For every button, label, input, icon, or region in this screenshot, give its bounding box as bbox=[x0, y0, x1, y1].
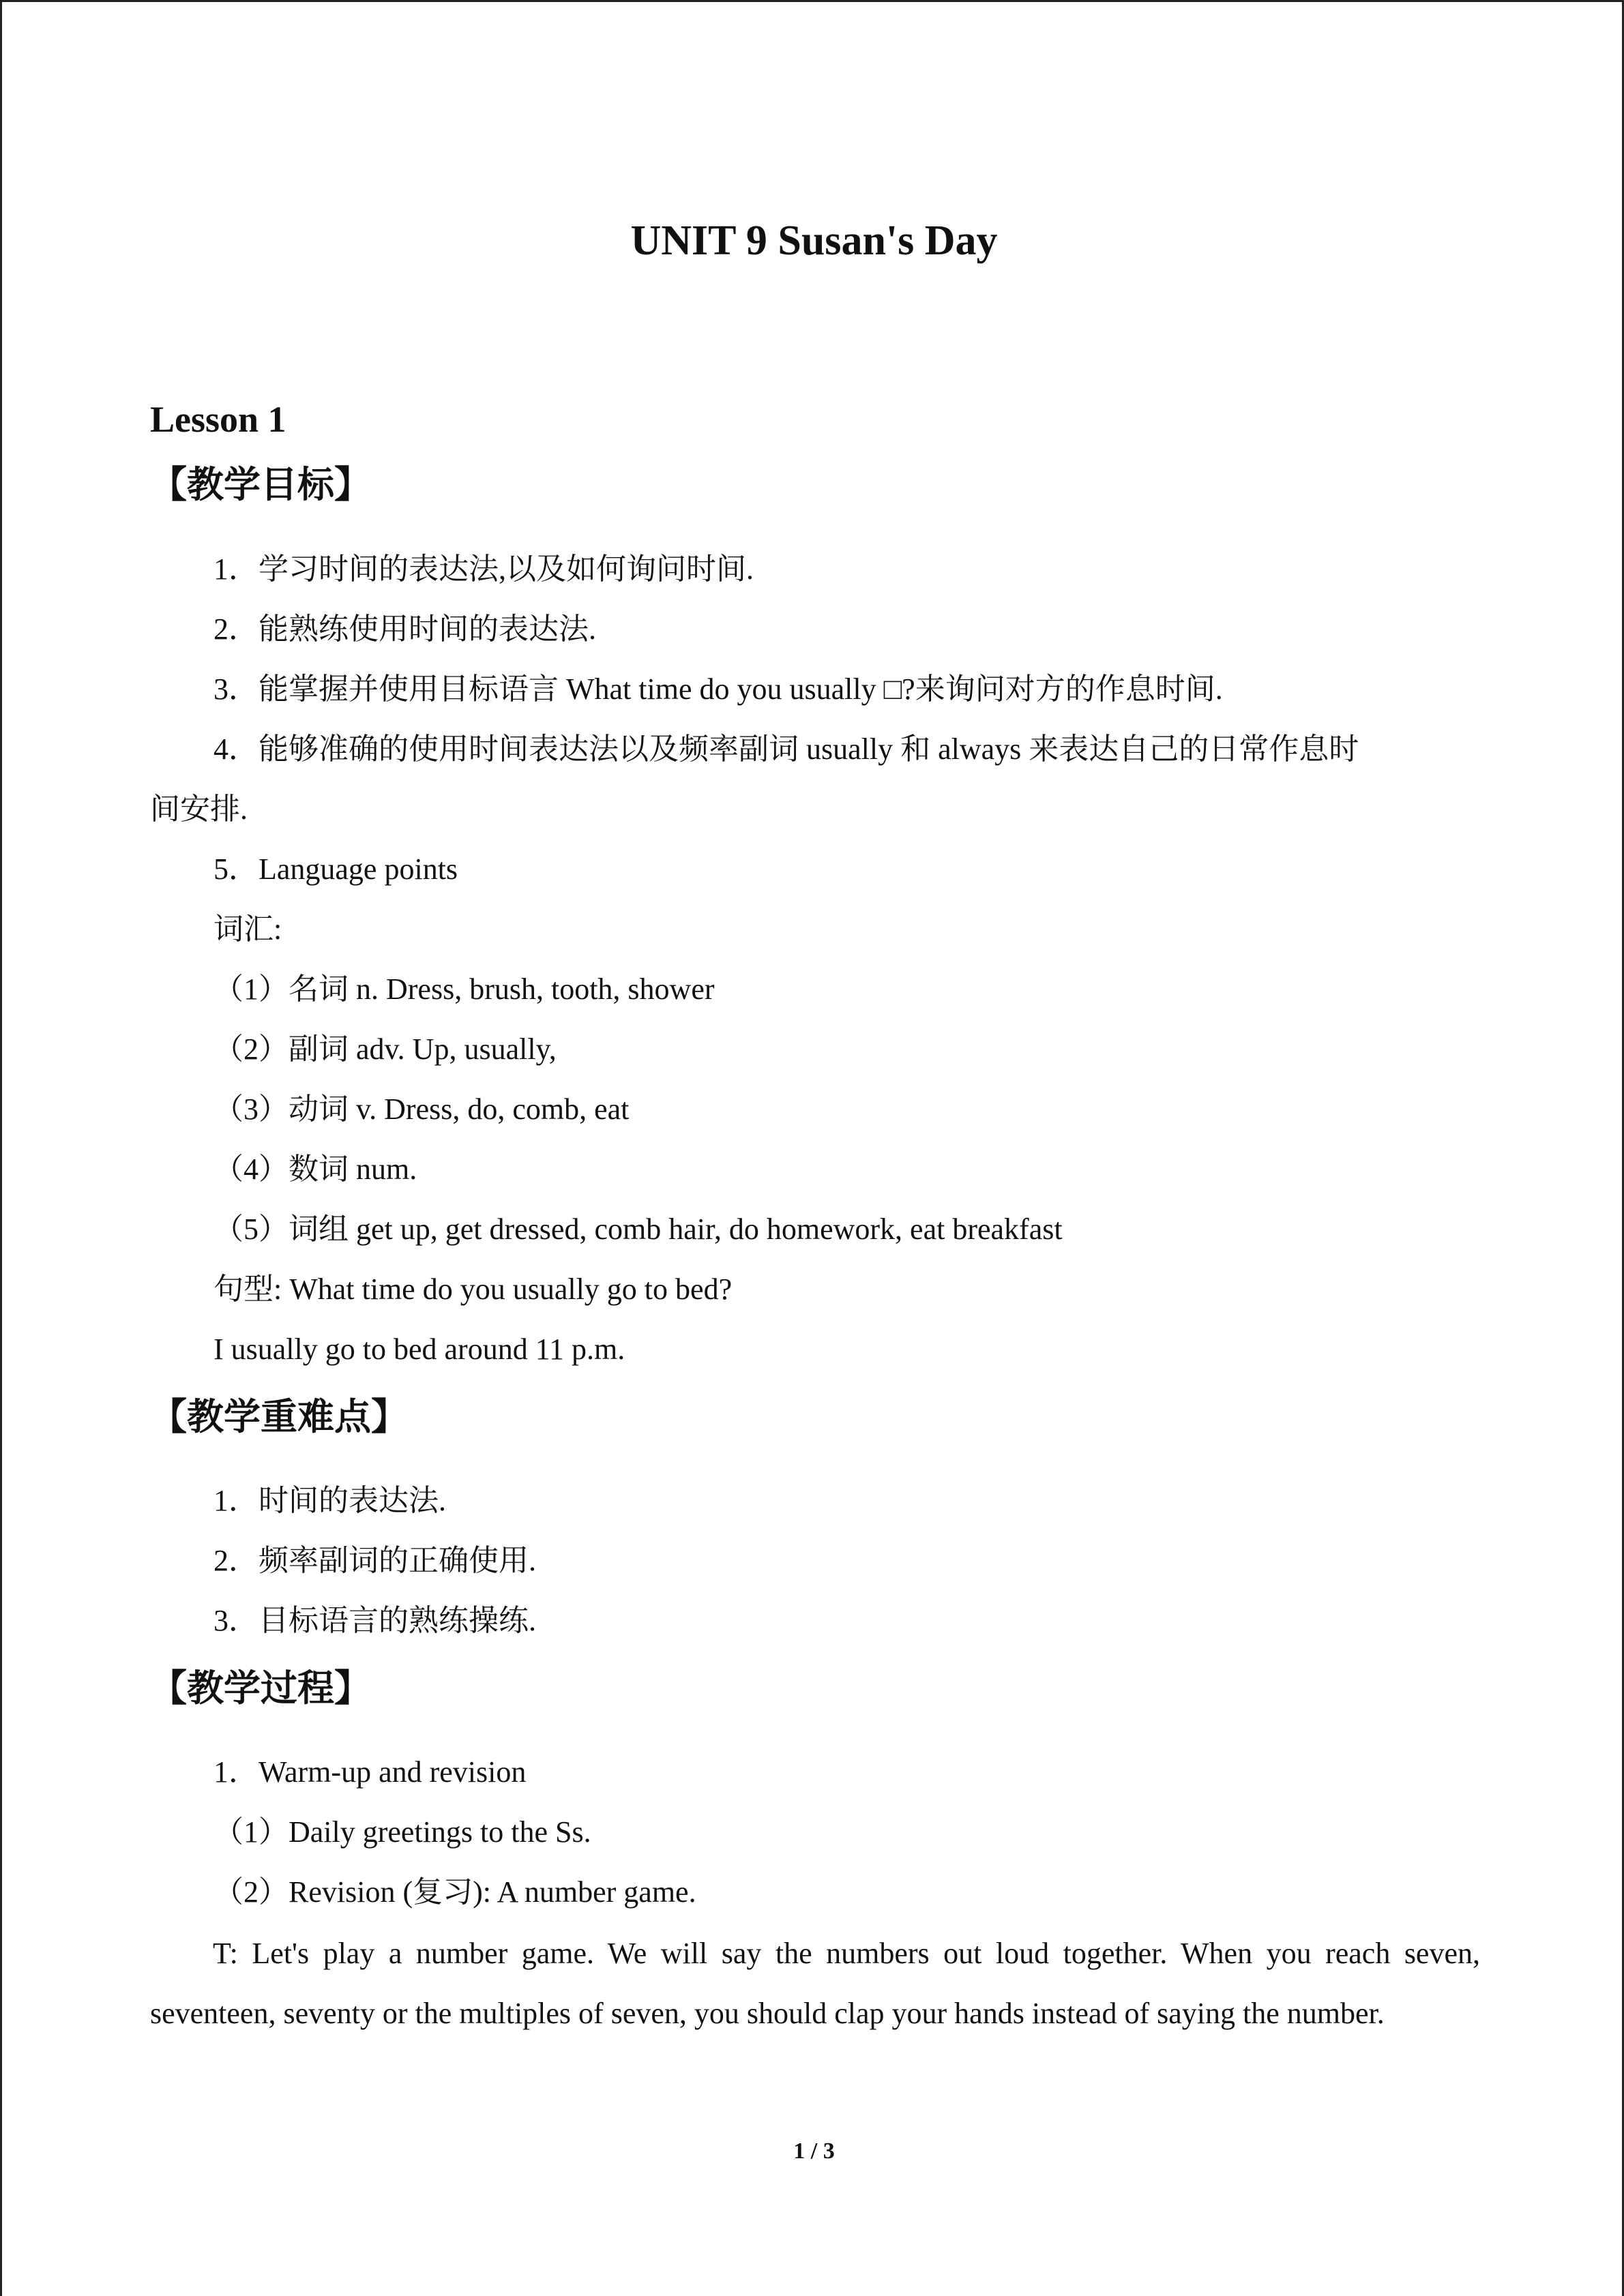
page-number: 1 / 3 bbox=[793, 2138, 835, 2164]
objective-item-5: 5．Language points bbox=[213, 852, 458, 886]
lesson-heading: Lesson 1 bbox=[150, 399, 286, 440]
keypoint-item-1: 1．时间的表达法. bbox=[213, 1484, 446, 1517]
process-sub-item-1: （1）Daily greetings to the Ss. bbox=[213, 1815, 591, 1849]
game-instructions-paragraph: T: Let's play a number game. We will say the numbers out loud together. When you reach seven, seventeen, seventy or the multiples of seven, you should clap your hands instead of saying the number. bbox=[150, 1937, 1480, 2030]
vocabulary-item-5: （5）词组 get up, get dressed, comb hair, do homework, eat breakfast bbox=[213, 1212, 1063, 1246]
process-sub-item-2: （2）Revision (复习): A number game. bbox=[213, 1875, 696, 1909]
objectives-heading: 【教学目标】 bbox=[150, 464, 371, 505]
objective-item-3: 3．能掌握并使用目标语言 What time do you usually □?来询问对方的作息时间. bbox=[213, 672, 1223, 706]
sentence-answer: I usually go to bed around 11 p.m. bbox=[213, 1332, 625, 1366]
keypoints-heading: 【教学重难点】 bbox=[150, 1397, 408, 1437]
keypoint-item-3: 3．目标语言的熟练操练. bbox=[213, 1604, 536, 1637]
vocabulary-item-1: （1）名词 n. Dress, brush, tooth, shower bbox=[213, 972, 715, 1006]
process-item-1: 1．Warm-up and revision bbox=[213, 1755, 527, 1789]
vocabulary-label: 词汇: bbox=[213, 912, 282, 946]
objective-item-4-line-1: 4．能够准确的使用时间表达法以及频率副词 usually 和 always 来表达自己的日常作息时 bbox=[213, 732, 1359, 766]
document-title: UNIT 9 Susan's Day bbox=[630, 218, 998, 264]
vocabulary-item-2: （2）副词 adv. Up, usually, bbox=[213, 1032, 557, 1066]
objective-item-1: 1．学习时间的表达法,以及如何询问时间. bbox=[213, 552, 754, 586]
process-heading: 【教学过程】 bbox=[150, 1668, 371, 1709]
keypoint-item-2: 2．频率副词的正确使用. bbox=[213, 1544, 536, 1577]
sentence-pattern: 句型: What time do you usually go to bed? bbox=[213, 1272, 733, 1306]
vocabulary-item-3: （3）动词 v. Dress, do, comb, eat bbox=[213, 1092, 630, 1126]
objective-item-4-line-2: 间安排. bbox=[150, 792, 248, 826]
vocabulary-item-4: （4）数词 num. bbox=[213, 1152, 417, 1186]
objective-item-2: 2．能熟练使用时间的表达法. bbox=[213, 612, 596, 646]
